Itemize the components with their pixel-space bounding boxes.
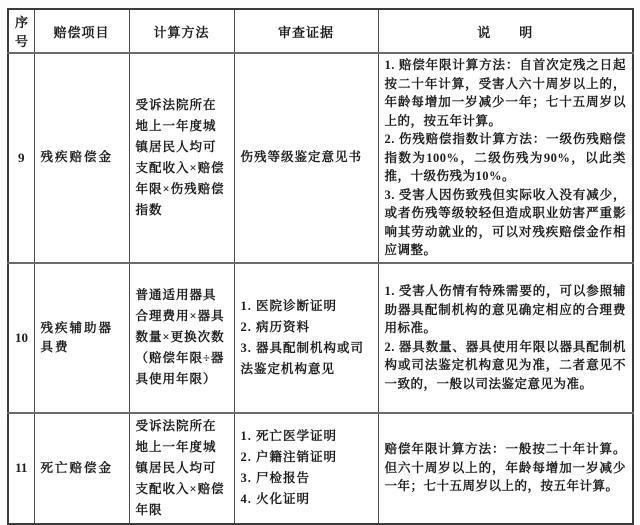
evidence-line: 2. 病历资料 [240, 319, 311, 334]
note-paragraph: 赔偿年限计算方法：一般按二十年计算。但六十周岁以上的，年龄每增加一岁减少一年；七十五周岁以上的，按五年计算。 [384, 442, 626, 494]
cell-evidence [234, 53, 378, 263]
col-header-notes: 说 明 [378, 9, 633, 53]
note-paragraph: 1. 受害人伤情有特殊需要的，可以参照辅助器具配制机构的意见确定相应的合理费用标准。 [384, 284, 626, 335]
cell-evidence [234, 263, 378, 413]
note-paragraph: 1. 赔偿年限计算方法：自首次定残之日起按二十年计算，受害人六十周岁以上的，年龄每增加一岁减少一年；七十五周岁以上的，按五年计算。 [384, 58, 626, 128]
evidence-line: 3. 器具配制机构或司法鉴定机构意见 [240, 340, 365, 376]
col-header-item: 赔偿项目 [34, 9, 129, 53]
cell-no: 11 [8, 413, 34, 524]
col-header-evidence: 审查证据 [234, 9, 378, 53]
cell-item: 死亡赔偿金 [34, 413, 129, 524]
evidence-line: 伤残等级鉴定意见书 [240, 150, 363, 165]
compensation-table [7, 8, 634, 525]
col-header-method: 计算方法 [129, 9, 234, 53]
evidence-line: 4. 火化证明 [240, 492, 311, 506]
cell-item: 残疾辅助器具费 [34, 263, 129, 413]
cell-no: 10 [8, 263, 34, 413]
note-paragraph: 3. 受害人因伤致残但实际收入没有减少，或者伤残等级较轻但造成职业妨害严重影响其劳动就业的，可以对残疾赔偿金作相应调整。 [384, 187, 626, 257]
evidence-line: 3. 尸检报告 [240, 471, 311, 485]
note-paragraph: 2. 伤残赔偿指数计算方法：一级伤残赔偿指数为100%，二级伤残为90%，以此类推，十级伤残为10%。 [384, 132, 626, 183]
header-row [8, 9, 633, 53]
col-header-no: 序号 [8, 9, 34, 53]
cell-notes [378, 413, 633, 524]
cell-evidence [234, 413, 378, 524]
table-row [8, 413, 633, 524]
cell-method: 受诉法院所在地上一年度城镇居民人均可支配收入×赔偿年限×伤残赔偿指数 [129, 53, 234, 263]
cell-notes [378, 263, 633, 413]
evidence-line: 1. 医院诊断证明 [240, 298, 338, 313]
cell-item: 残疾赔偿金 [34, 53, 129, 263]
cell-notes [378, 53, 633, 263]
evidence-line: 2. 户籍注销证明 [240, 450, 338, 464]
cell-method: 受诉法院所在地上一年度城镇居民人均可支配收入×赔偿年限 [129, 413, 234, 524]
evidence-line: 1. 死亡医学证明 [240, 429, 338, 443]
table-row [8, 263, 633, 413]
table-header [8, 9, 633, 53]
table-body [8, 53, 633, 524]
cell-no: 9 [8, 53, 34, 263]
note-paragraph: 2. 器具数量、器具使用年限以器具配制机构或司法鉴定机构意见为准，二者意见不一致的，一般以司法鉴定意见为准。 [384, 339, 626, 391]
table-row [8, 53, 633, 263]
cell-method: 普通适用器具合理费用×器具数量×更换次数（赔偿年限÷器具使用年限） [129, 263, 234, 413]
